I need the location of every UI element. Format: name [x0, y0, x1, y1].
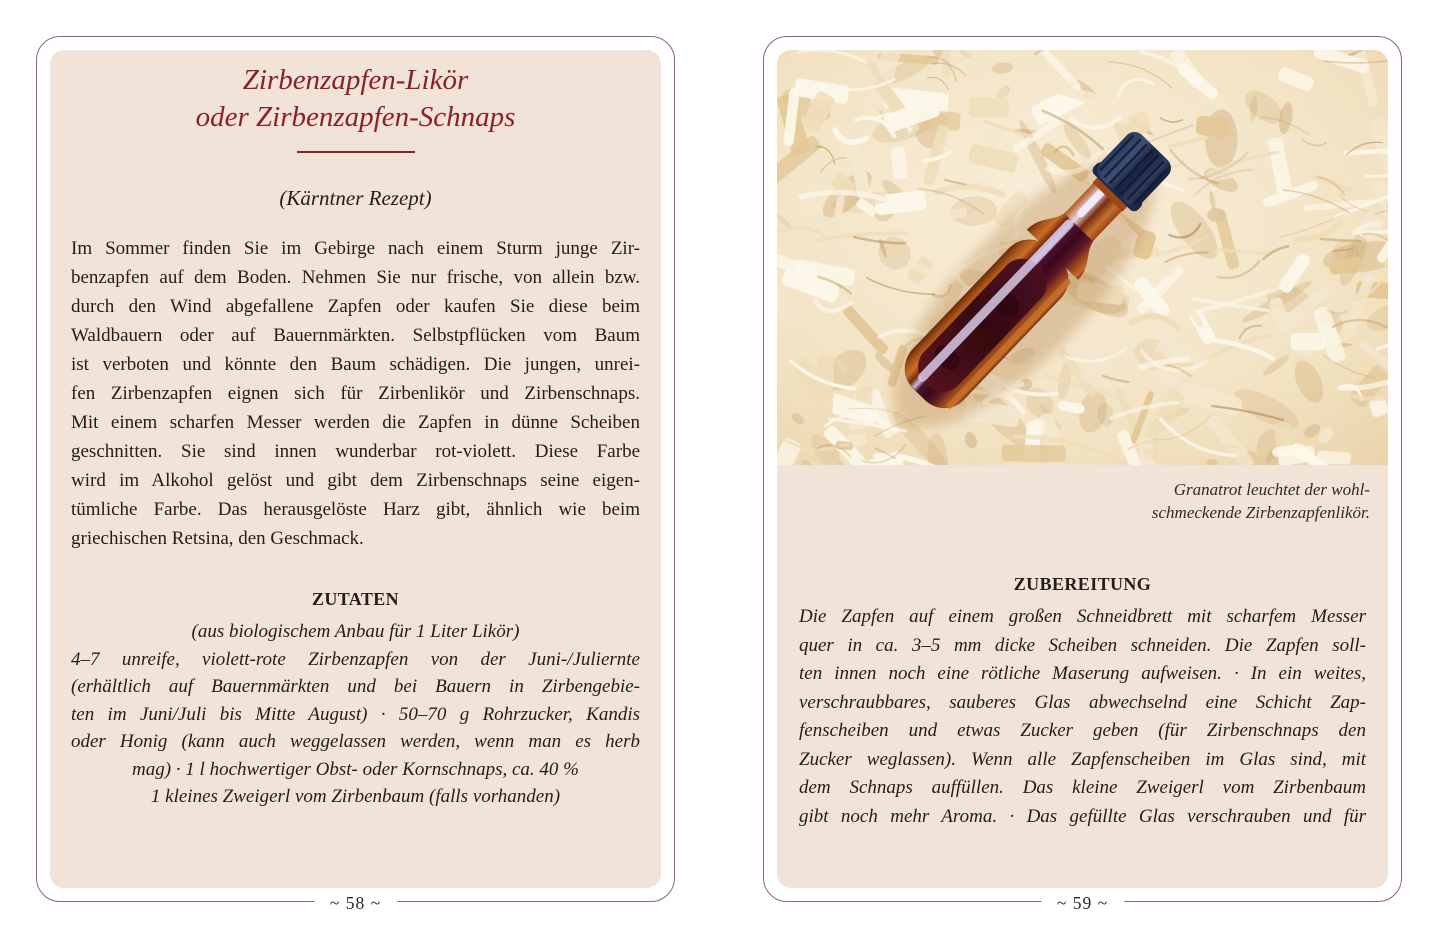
recipe-subtitle: (Kärntner Rezept)	[279, 186, 432, 210]
text-line: (erhältlich auf Bauernmärkten und bei Bauern in Zirbengebie-	[71, 676, 640, 697]
text-line: griechischen Retsina, den Geschmack.	[71, 528, 364, 549]
text-line: wird im Alkohol gelöst und gibt dem Zirbenschnaps seine eigen-	[71, 470, 640, 491]
photo-caption	[777, 478, 1388, 524]
text-line: 4–7 unreife, violett-rote Zirbenzapfen von der Juni-/Juliernte	[71, 648, 640, 670]
text-line: Mit einem scharfen Messer werden die Zapfen in dünne Scheiben	[71, 412, 640, 433]
text-line: fenscheiben und etwas Zucker geben (für Zirbenschnaps den	[799, 720, 1366, 741]
page-number-right: ~ 59 ~	[1041, 892, 1124, 913]
ingredients-list	[71, 618, 640, 811]
text-line: benzapfen auf dem Boden. Nehmen Sie nur frische, von allein bzw.	[71, 267, 640, 288]
text-line: Zucker weglassen). Wenn alle Zapfenscheiben im Glas sind, mit	[799, 748, 1366, 770]
shaving-shape	[1002, 444, 1066, 462]
right-page-content	[777, 50, 1388, 888]
text-line: ten innen noch eine rötliche Maserung aufweisen. · In ein weites,	[799, 663, 1366, 684]
text-line: ten im Juni/Juli bis Mitte August) · 50–70 g Rohrzucker, Kandis	[71, 703, 640, 725]
text-line: dem Schnaps auffüllen. Das kleine Zweigerl vom Zirbenbaum	[799, 777, 1366, 798]
recipe-intro-paragraph	[71, 234, 640, 553]
shaving-shape	[1291, 333, 1325, 351]
ingredients-heading: ZUTATEN	[311, 589, 400, 609]
text-line: schmeckende Zirbenzapfenlikör.	[1151, 503, 1370, 522]
text-line: geschnitten. Sie sind innen wunderbar rot-violett. Diese Farbe	[71, 441, 640, 462]
text-line: quer in ca. 3–5 mm dicke Scheiben schneiden. Die Zapfen soll-	[799, 634, 1366, 656]
text-line: Die Zapfen auf einem großen Schneidbrett mit scharfem Messer	[799, 606, 1366, 627]
shaving-shape	[969, 98, 1009, 118]
recipe-title	[71, 62, 640, 136]
page-number-left: ~ 58 ~	[314, 892, 397, 913]
text-line: Im Sommer finden Sie im Gebirge nach einem Sturm junge Zir-	[71, 238, 640, 259]
preparation-paragraph	[799, 603, 1366, 831]
left-page	[36, 36, 675, 913]
text-line: fen Zirbenzapfen eignen sich für Zirbenlikör und Zirbenschnaps.	[71, 383, 640, 404]
text-line: oder Honig (kann auch weggelassen werden, wenn man es herb	[71, 731, 640, 752]
text-line: Granatrot leuchtet der wohl-	[1173, 480, 1370, 499]
text-line: oder Zirbenzapfen-Schnaps	[195, 101, 516, 133]
text-line: durch den Wind abgefallene Zapfen oder kaufen Sie diese beim	[71, 296, 640, 317]
liqueur-bottle-photo	[777, 50, 1388, 465]
text-line: (aus biologischem Anbau für 1 Liter Likör)	[191, 621, 520, 642]
shaving-shape	[815, 355, 834, 422]
preparation-heading: ZUBEREITUNG	[1013, 574, 1152, 594]
text-line: tümliche Farbe. Das herausgelöste Harz gibt, ähnlich wie beim	[71, 499, 640, 520]
text-line: Waldbauern oder auf Bauernmärkten. Selbstpflücken vom Baum	[71, 325, 640, 346]
right-page	[763, 36, 1402, 913]
text-line: mag) · 1 l hochwertiger Obst- oder Kornschnaps, ca. 40 %	[132, 758, 579, 780]
left-page-content	[50, 50, 661, 888]
text-line: ist verboten und könnte den Baum schädigen. Die jungen, unrei-	[71, 354, 640, 375]
text-line: Zirbenzapfen-Likör	[242, 64, 469, 96]
photo-illustration	[777, 50, 1388, 465]
text-line: gibt noch mehr Aroma. · Das gefüllte Glas verschrauben und für	[799, 805, 1366, 827]
title-divider	[297, 151, 415, 153]
text-line: verschraubbares, sauberes Glas abwechselnd eine Schicht Zap-	[799, 691, 1366, 713]
shaving-shape	[1195, 115, 1230, 138]
text-line: 1 kleines Zweigerl vom Zirbenbaum (falls vorhanden)	[150, 786, 561, 807]
